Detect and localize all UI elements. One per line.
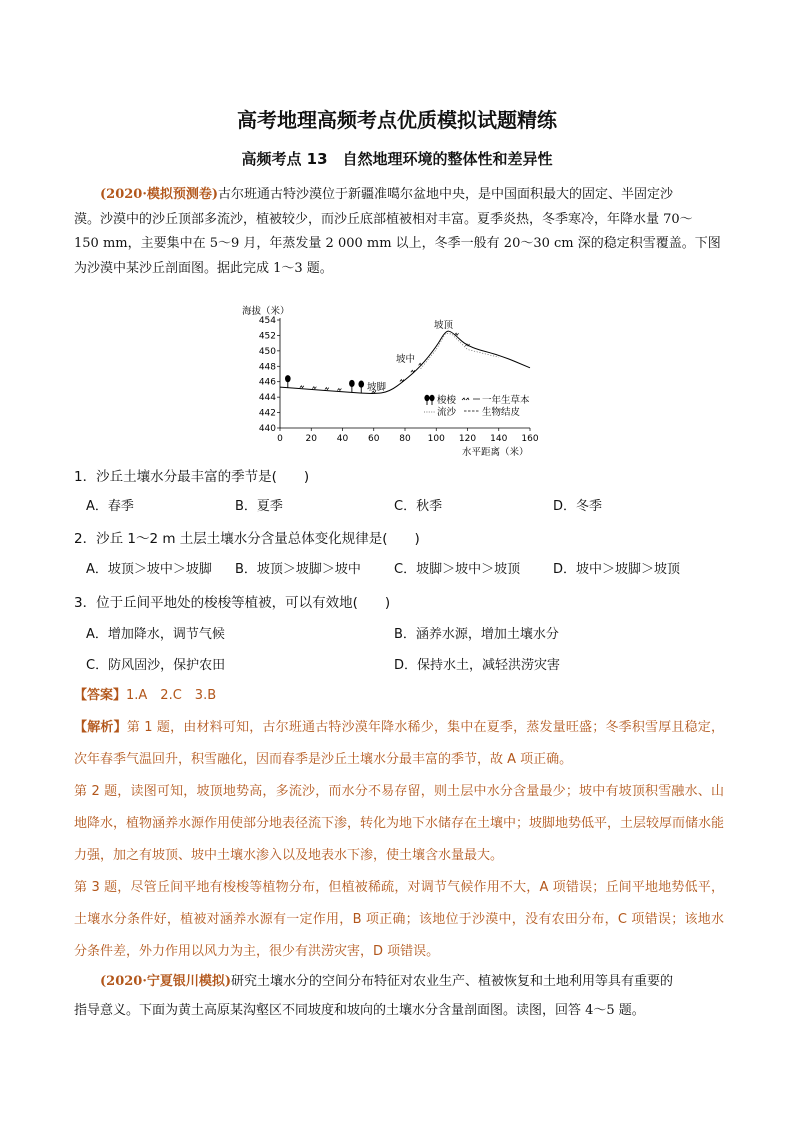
y-tick-label: 448 — [258, 362, 276, 373]
x-tick-label: 0 — [277, 434, 283, 444]
q1-option-c[interactable]: C．秋季 — [394, 499, 443, 514]
q3-option-a[interactable]: A．增加降水，调节气候 — [86, 627, 225, 642]
legend-grass-icon — [462, 398, 469, 400]
passage-1-text-1: 古尔班通古特沙漠位于新疆准噶尔盆地中央，是中国面积最大的固定、半固定沙 — [218, 187, 674, 202]
passage-1-line-3: 150 mm，主要集中在 5～9 月，年蒸发量 2 000 mm 以上，冬季一般有 20～30 cm 深的稳定积雪覆盖。下图 — [74, 236, 721, 251]
passage-2 — [74, 967, 724, 1025]
x-tick-label: 20 — [305, 434, 317, 444]
answer-text: 1.A 2.C 3.B — [126, 688, 217, 703]
grass-icon — [300, 386, 304, 388]
label-top: 坡顶 — [434, 320, 454, 331]
q2-option-a[interactable]: A．坡顶＞坡中＞坡脚 — [86, 562, 212, 577]
question-2-stem: 2．沙丘 1～2 m 土层土壤水分含量总体变化规律是( ) — [74, 531, 420, 547]
q1-option-b[interactable]: B．夏季 — [235, 499, 283, 514]
grass-icon — [337, 389, 341, 391]
q3-option-c[interactable]: C．防风固沙，保护农田 — [86, 658, 226, 673]
analysis-p2: 第 2 题，读图可知，坡顶地势高，多流沙，而水分不易存留，则土层中水分含量最少；坡中有坡顶积雪融水、山地降水，植物涵养水源作用使部分地表径流下渗，转化为地下水储存在土壤中；坡脚地势低平，土层较厚而储水能力强，加之有坡顶、坡中土壤水渗入以及地表水下渗，使土壤含水量最大。 — [74, 784, 725, 863]
x-tick-label: 120 — [458, 434, 477, 444]
y-tick-label: 442 — [258, 408, 276, 419]
analysis-p1-text: 第 1 题，由材料可知，古尔班通古特沙漠年降水稀少，集中在夏季，蒸发量旺盛；冬季积雪厚且稳定，次年春季气温回升，积雪融化，因而春季是沙丘土壤水分最丰富的季节，故 A 项正确。 — [74, 720, 724, 767]
tree-icon — [358, 381, 364, 394]
passage-2-line-2: 指导意义。下面为黄土高原某沟壑区不同坡度和坡向的土壤水分含量剖面图。读图，回答 4～5 题。 — [74, 1003, 645, 1018]
passage-1-line-4: 为沙漠中某沙丘剖面图。据此完成 1～3 题。 — [74, 260, 333, 276]
x-axis-label: 水平距离（米） — [462, 447, 529, 458]
grass-icon — [325, 388, 329, 390]
q3-option-d[interactable]: D．保持水土，减轻洪涝灾害 — [394, 658, 561, 673]
x-tick-label: 160 — [521, 434, 539, 444]
x-tick-label: 40 — [336, 434, 349, 444]
page-title: 高考地理高频考点优质模拟试题精练 — [237, 108, 557, 132]
passage-1-source: (2020·模拟预测卷) — [100, 187, 219, 202]
tree-icon — [349, 380, 355, 393]
label-foot: 坡脚 — [367, 382, 387, 393]
y-tick-label: 452 — [258, 331, 276, 342]
x-tick-label: 100 — [427, 434, 445, 444]
y-tick-label: 446 — [258, 377, 276, 388]
tree-icon — [285, 375, 291, 388]
passage-1-line-1 — [74, 183, 724, 208]
legend-sand-label: 流沙 — [437, 407, 457, 418]
y-tick-label: 450 — [258, 346, 276, 357]
q1-option-d[interactable]: D．冬季 — [553, 499, 603, 514]
q3-option-b[interactable]: B．涵养水源，增加土壤水分 — [394, 627, 559, 642]
y-tick-label: 444 — [258, 393, 276, 404]
answer-analysis — [74, 680, 724, 968]
x-tick-label: 80 — [399, 434, 411, 444]
analysis-p1 — [74, 712, 724, 776]
legend — [424, 394, 530, 418]
dune-profile-svg — [240, 302, 550, 464]
question-3-stem: 3．位于丘间平地处的梭梭等植被，可以有效地( ) — [74, 595, 391, 611]
analysis-p3: 第 3 题，尽管丘间平地有梭梭等植物分布，但植被稀疏，对调节气候作用不大，A 项错误；丘间平地地势低平，土壤水分条件好，植被对涵养水源有一定作用，B 项正确；该地位于沙漠中，没有农田分布，C 项错误；该地水分条件差，外力作用以风力为主，很少有洪涝灾害，D 项错误。 — [74, 880, 724, 959]
q2-option-b[interactable]: B．坡顶＞坡脚＞坡中 — [235, 562, 361, 577]
passage-1-line-2: 漠。沙漠中的沙丘顶部多流沙，植被较少，而沙丘底部植被相对丰富。夏季炎热，冬季寒冷，年降水量 70～ — [74, 211, 693, 227]
answer-line — [74, 680, 724, 712]
y-axis-label: 海拔（米） — [242, 306, 290, 317]
legend-tree-label: 梭梭 — [437, 395, 457, 406]
q2-option-c[interactable]: C．坡脚＞坡中＞坡顶 — [394, 562, 521, 577]
q2-option-d[interactable]: D．坡中＞坡脚＞坡顶 — [553, 562, 681, 577]
y-tick-label: 440 — [258, 424, 276, 434]
legend-crust-label: 生物结皮 — [482, 407, 521, 418]
x-tick-label: 60 — [368, 434, 380, 444]
x-tick-label: 140 — [490, 434, 508, 444]
question-1-stem: 1．沙丘土壤水分最丰富的季节是( ) — [74, 469, 310, 485]
grass-icon — [419, 363, 423, 365]
page-subtitle: 高频考点 13 自然地理环境的整体性和差异性 — [241, 150, 553, 168]
passage-2-text-1: 研究土壤水分的空间分布特征对农业生产、植被恢复和土地利用等具有重要的 — [231, 974, 674, 989]
grass-icon — [312, 387, 316, 389]
analysis-label: 【解析】 — [74, 720, 127, 735]
passage-2-line-1 — [74, 967, 724, 996]
passage-1 — [74, 183, 724, 281]
legend-tree-icon — [424, 395, 434, 405]
q1-option-a[interactable]: A．春季 — [86, 499, 134, 514]
label-middle: 坡中 — [396, 354, 416, 365]
passage-2-source: (2020·宁夏银川模拟) — [100, 974, 232, 989]
grass-icon — [455, 333, 459, 335]
y-tick-label: 454 — [258, 316, 276, 326]
dune-profile-chart — [240, 302, 550, 464]
legend-grass-label: 一年生草本 — [482, 395, 530, 406]
answer-label: 【答案】 — [74, 688, 127, 703]
